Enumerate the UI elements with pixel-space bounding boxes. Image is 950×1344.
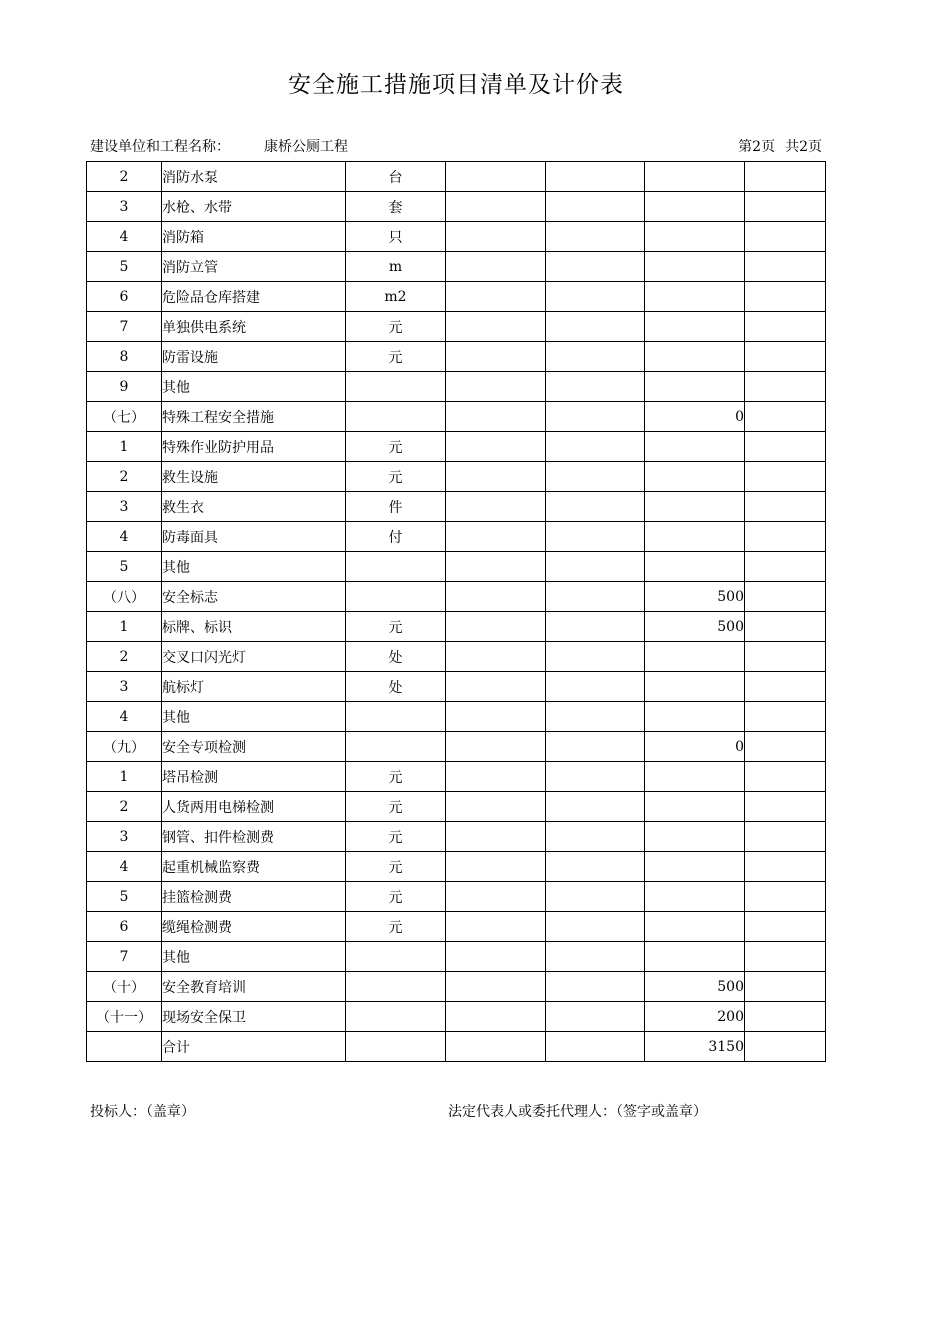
table-row xyxy=(87,852,826,882)
amount-cell xyxy=(645,252,745,282)
quantity-cell xyxy=(446,282,546,312)
row-number: 6 xyxy=(87,282,162,312)
amount-cell xyxy=(645,492,745,522)
remark-cell xyxy=(745,852,826,882)
unit-price-cell xyxy=(546,822,645,852)
amount-cell: 3150 xyxy=(645,1032,745,1062)
unit-price-cell xyxy=(546,942,645,972)
amount-cell xyxy=(645,342,745,372)
table-row xyxy=(87,162,826,192)
quantity-cell xyxy=(446,852,546,882)
unit-price-cell xyxy=(546,762,645,792)
table-row xyxy=(87,762,826,792)
item-name: 航标灯 xyxy=(162,672,346,702)
quantity-cell xyxy=(446,522,546,552)
amount-cell xyxy=(645,702,745,732)
item-unit xyxy=(346,552,446,582)
row-number: 3 xyxy=(87,192,162,222)
item-unit: 元 xyxy=(346,312,446,342)
item-unit: 元 xyxy=(346,912,446,942)
item-name: 消防箱 xyxy=(162,222,346,252)
row-number: （十一） xyxy=(87,1002,162,1032)
quantity-cell xyxy=(446,702,546,732)
unit-price-cell xyxy=(546,252,645,282)
item-unit xyxy=(346,702,446,732)
document-title: 安全施工措施项目清单及计价表 xyxy=(288,72,624,98)
row-number: 3 xyxy=(87,492,162,522)
row-number: 2 xyxy=(87,162,162,192)
remark-cell xyxy=(745,192,826,222)
table-row xyxy=(87,672,826,702)
amount-cell xyxy=(645,552,745,582)
item-name: 现场安全保卫 xyxy=(162,1002,346,1032)
remark-cell xyxy=(745,282,826,312)
table-row xyxy=(87,582,826,612)
unit-price-cell xyxy=(546,732,645,762)
row-number xyxy=(87,1032,162,1062)
remark-cell xyxy=(745,1032,826,1062)
item-name: 安全标志 xyxy=(162,582,346,612)
quantity-cell xyxy=(446,972,546,1002)
item-unit xyxy=(346,1002,446,1032)
unit-price-cell xyxy=(546,162,645,192)
amount-cell xyxy=(645,162,745,192)
quantity-cell xyxy=(446,252,546,282)
row-number: 6 xyxy=(87,912,162,942)
item-name: 消防水泵 xyxy=(162,162,346,192)
item-name: 起重机械监察费 xyxy=(162,852,346,882)
unit-price-cell xyxy=(546,1002,645,1032)
unit-price-cell xyxy=(546,792,645,822)
unit-price-cell xyxy=(546,402,645,432)
table-row xyxy=(87,792,826,822)
amount-cell: 0 xyxy=(645,402,745,432)
item-name: 救生设施 xyxy=(162,462,346,492)
amount-cell xyxy=(645,912,745,942)
remark-cell xyxy=(745,732,826,762)
item-unit: m xyxy=(346,252,446,282)
remark-cell xyxy=(745,222,826,252)
unit-price-cell xyxy=(546,1032,645,1062)
unit-price-cell xyxy=(546,372,645,402)
amount-cell xyxy=(645,762,745,792)
quantity-cell xyxy=(446,822,546,852)
item-name: 缆绳检测费 xyxy=(162,912,346,942)
item-unit: 元 xyxy=(346,792,446,822)
amount-cell xyxy=(645,642,745,672)
amount-cell xyxy=(645,432,745,462)
amount-cell xyxy=(645,522,745,552)
page-number: 第2页 xyxy=(738,139,776,155)
row-number: 4 xyxy=(87,852,162,882)
item-unit: 只 xyxy=(346,222,446,252)
row-number: 2 xyxy=(87,792,162,822)
row-number: （十） xyxy=(87,972,162,1002)
row-number: 1 xyxy=(87,432,162,462)
unit-price-cell xyxy=(546,642,645,672)
quantity-cell xyxy=(446,792,546,822)
quantity-cell xyxy=(446,1002,546,1032)
table-row xyxy=(87,642,826,672)
quantity-cell xyxy=(446,552,546,582)
unit-price-cell xyxy=(546,342,645,372)
table-row xyxy=(87,972,826,1002)
item-unit xyxy=(346,942,446,972)
item-name: 合计 xyxy=(162,1032,346,1062)
table-row xyxy=(87,882,826,912)
remark-cell xyxy=(745,162,826,192)
quantity-cell xyxy=(446,612,546,642)
quantity-cell xyxy=(446,762,546,792)
row-number: （九） xyxy=(87,732,162,762)
quantity-cell xyxy=(446,462,546,492)
quantity-cell xyxy=(446,732,546,762)
remark-cell xyxy=(745,612,826,642)
remark-cell xyxy=(745,342,826,372)
unit-price-cell xyxy=(546,492,645,522)
amount-cell xyxy=(645,312,745,342)
item-unit: 元 xyxy=(346,432,446,462)
item-name: 人货两用电梯检测 xyxy=(162,792,346,822)
item-name: 标牌、标识 xyxy=(162,612,346,642)
remark-cell xyxy=(745,942,826,972)
table-row xyxy=(87,192,826,222)
remark-cell xyxy=(745,972,826,1002)
table-row xyxy=(87,702,826,732)
table-row xyxy=(87,462,826,492)
item-unit xyxy=(346,372,446,402)
row-number: 5 xyxy=(87,552,162,582)
item-unit: 元 xyxy=(346,852,446,882)
row-number: 4 xyxy=(87,222,162,252)
remark-cell xyxy=(745,552,826,582)
row-number: 5 xyxy=(87,252,162,282)
item-name: 防雷设施 xyxy=(162,342,346,372)
item-name: 危险品仓库搭建 xyxy=(162,282,346,312)
amount-cell: 500 xyxy=(645,972,745,1002)
table-row xyxy=(87,822,826,852)
table-row xyxy=(87,492,826,522)
amount-cell: 0 xyxy=(645,732,745,762)
table-row xyxy=(87,1002,826,1032)
item-name: 消防立管 xyxy=(162,252,346,282)
item-unit xyxy=(346,972,446,1002)
item-name: 救生衣 xyxy=(162,492,346,522)
row-number: 3 xyxy=(87,672,162,702)
remark-cell xyxy=(745,702,826,732)
item-name: 特殊工程安全措施 xyxy=(162,402,346,432)
unit-price-cell xyxy=(546,912,645,942)
item-unit: m2 xyxy=(346,282,446,312)
amount-cell xyxy=(645,852,745,882)
table-row xyxy=(87,732,826,762)
item-unit: 元 xyxy=(346,882,446,912)
table-row xyxy=(87,1032,826,1062)
remark-cell xyxy=(745,912,826,942)
item-unit: 元 xyxy=(346,762,446,792)
page-info xyxy=(738,136,822,156)
amount-cell xyxy=(645,372,745,402)
project-name: 康桥公厕工程 xyxy=(264,139,348,155)
unit-price-cell xyxy=(546,192,645,222)
quantity-cell xyxy=(446,912,546,942)
quantity-cell xyxy=(446,162,546,192)
row-number: （七） xyxy=(87,402,162,432)
item-unit: 台 xyxy=(346,162,446,192)
remark-cell xyxy=(745,402,826,432)
item-name: 其他 xyxy=(162,702,346,732)
quantity-cell xyxy=(446,312,546,342)
remark-cell xyxy=(745,822,826,852)
amount-cell xyxy=(645,222,745,252)
unit-price-cell xyxy=(546,702,645,732)
unit-price-cell xyxy=(546,522,645,552)
amount-cell xyxy=(645,672,745,702)
amount-cell: 500 xyxy=(645,612,745,642)
item-name: 安全专项检测 xyxy=(162,732,346,762)
item-name: 其他 xyxy=(162,942,346,972)
quantity-cell xyxy=(446,222,546,252)
item-unit xyxy=(346,582,446,612)
quantity-cell xyxy=(446,342,546,372)
remark-cell xyxy=(745,762,826,792)
table-row xyxy=(87,222,826,252)
quantity-cell xyxy=(446,492,546,522)
row-number: 7 xyxy=(87,312,162,342)
unit-price-cell xyxy=(546,882,645,912)
remark-cell xyxy=(745,372,826,402)
amount-cell xyxy=(645,882,745,912)
quantity-cell xyxy=(446,372,546,402)
row-number: （八） xyxy=(87,582,162,612)
row-number: 3 xyxy=(87,822,162,852)
table-row xyxy=(87,372,826,402)
row-number: 7 xyxy=(87,942,162,972)
table-row xyxy=(87,282,826,312)
row-number: 5 xyxy=(87,882,162,912)
row-number: 1 xyxy=(87,612,162,642)
remark-cell xyxy=(745,312,826,342)
unit-price-cell xyxy=(546,432,645,462)
table-row xyxy=(87,312,826,342)
unit-price-cell xyxy=(546,582,645,612)
row-number: 1 xyxy=(87,762,162,792)
item-unit: 元 xyxy=(346,612,446,642)
quantity-cell xyxy=(446,402,546,432)
quantity-cell xyxy=(446,582,546,612)
item-unit: 处 xyxy=(346,672,446,702)
quantity-cell xyxy=(446,432,546,462)
table-row xyxy=(87,342,826,372)
unit-price-cell xyxy=(546,462,645,492)
item-name: 交叉口闪光灯 xyxy=(162,642,346,672)
row-number: 4 xyxy=(87,522,162,552)
amount-cell xyxy=(645,822,745,852)
item-unit: 付 xyxy=(346,522,446,552)
remark-cell xyxy=(745,252,826,282)
remark-cell xyxy=(745,672,826,702)
table-row xyxy=(87,522,826,552)
remark-cell xyxy=(745,642,826,672)
item-unit xyxy=(346,732,446,762)
row-number: 2 xyxy=(87,462,162,492)
table-row xyxy=(87,252,826,282)
unit-price-cell xyxy=(546,972,645,1002)
unit-price-cell xyxy=(546,612,645,642)
table-body xyxy=(87,162,826,1062)
bidder-signature: 投标人：（盖章） xyxy=(90,1104,195,1120)
item-unit: 套 xyxy=(346,192,446,222)
page-total: 共2页 xyxy=(785,139,822,155)
amount-cell xyxy=(645,282,745,312)
item-name: 特殊作业防护用品 xyxy=(162,432,346,462)
quantity-cell xyxy=(446,672,546,702)
remark-cell xyxy=(745,1002,826,1032)
quantity-cell xyxy=(446,1032,546,1062)
item-unit xyxy=(346,402,446,432)
item-unit: 元 xyxy=(346,822,446,852)
item-name: 其他 xyxy=(162,372,346,402)
unit-price-cell xyxy=(546,312,645,342)
table-row xyxy=(87,612,826,642)
remark-cell xyxy=(745,522,826,552)
table-row xyxy=(87,942,826,972)
unit-price-cell xyxy=(546,852,645,882)
unit-price-cell xyxy=(546,672,645,702)
quantity-cell xyxy=(446,882,546,912)
amount-cell: 500 xyxy=(645,582,745,612)
row-number: 4 xyxy=(87,702,162,732)
row-number: 2 xyxy=(87,642,162,672)
project-info xyxy=(90,136,348,156)
representative-signature: 法定代表人或委托代理人：（签字或盖章） xyxy=(448,1104,707,1120)
item-name: 单独供电系统 xyxy=(162,312,346,342)
item-name: 防毒面具 xyxy=(162,522,346,552)
row-number: 8 xyxy=(87,342,162,372)
table-row xyxy=(87,912,826,942)
item-unit: 元 xyxy=(346,342,446,372)
item-name: 钢管、扣件检测费 xyxy=(162,822,346,852)
table-row xyxy=(87,402,826,432)
amount-cell xyxy=(645,792,745,822)
item-name: 挂篮检测费 xyxy=(162,882,346,912)
unit-price-cell xyxy=(546,222,645,252)
table-row xyxy=(87,552,826,582)
quantity-cell xyxy=(446,192,546,222)
remark-cell xyxy=(745,462,826,492)
row-number: 9 xyxy=(87,372,162,402)
table-row xyxy=(87,432,826,462)
quantity-cell xyxy=(446,942,546,972)
amount-cell xyxy=(645,462,745,492)
amount-cell xyxy=(645,942,745,972)
quantity-cell xyxy=(446,642,546,672)
remark-cell xyxy=(745,792,826,822)
item-unit xyxy=(346,1032,446,1062)
item-unit: 件 xyxy=(346,492,446,522)
remark-cell xyxy=(745,582,826,612)
item-name: 安全教育培训 xyxy=(162,972,346,1002)
item-name: 塔吊检测 xyxy=(162,762,346,792)
remark-cell xyxy=(745,492,826,522)
unit-price-cell xyxy=(546,552,645,582)
remark-cell xyxy=(745,432,826,462)
amount-cell: 200 xyxy=(645,1002,745,1032)
item-name: 其他 xyxy=(162,552,346,582)
pricing-table xyxy=(86,161,826,1062)
unit-price-cell xyxy=(546,282,645,312)
item-name: 水枪、水带 xyxy=(162,192,346,222)
remark-cell xyxy=(745,882,826,912)
item-unit: 处 xyxy=(346,642,446,672)
project-label: 建设单位和工程名称： xyxy=(90,139,230,155)
item-unit: 元 xyxy=(346,462,446,492)
amount-cell xyxy=(645,192,745,222)
